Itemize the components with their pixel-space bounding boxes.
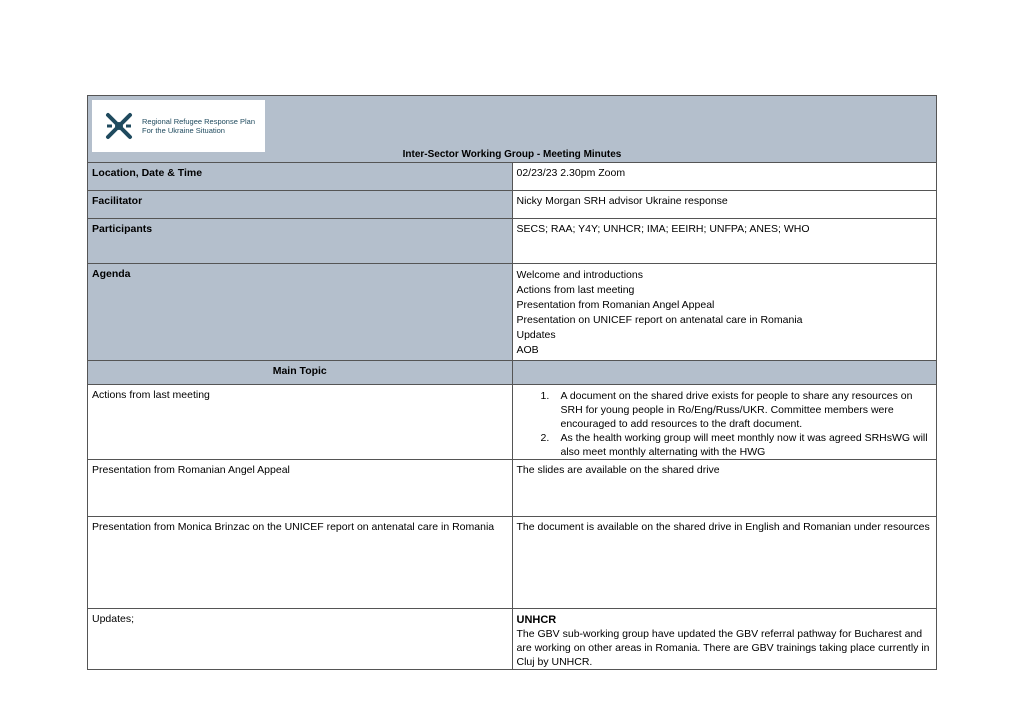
location-value: 02/23/23 2.30pm Zoom [512, 163, 937, 191]
main-topic-blank [512, 361, 937, 385]
facilitator-value: Nicky Morgan SRH advisor Ukraine response [512, 191, 937, 219]
unicef-label: Presentation from Monica Brinzac on the UNICEF report on antenatal care in Romania [88, 517, 513, 609]
agenda-item: Updates [516, 329, 556, 341]
minutes-table [87, 95, 937, 670]
actions-label: Actions from last meeting [88, 385, 513, 460]
action-item: 1. A document on the shared drive exists for people to share any resources on SRH for young people in Ro/Eng/Russ/UKR. Committee members were encouraged to add resources to the draft document. [540, 390, 913, 430]
agenda-item: Actions from last meeting [516, 284, 635, 296]
agenda-label: Agenda [88, 264, 513, 361]
location-label: Location, Date & Time [88, 163, 513, 191]
raa-value: The slides are available on the shared drive [512, 460, 937, 517]
action-item: 2. As the health working group will meet monthly now it was agreed SRHsWG will also meet monthly alternating with the HWG [540, 432, 928, 458]
actions-list [512, 385, 937, 460]
updates-content [512, 609, 937, 670]
rrp-logo-icon [104, 111, 134, 141]
updates-label: Updates; [88, 609, 513, 670]
participants-label: Participants [88, 219, 513, 264]
header-cell [88, 96, 937, 163]
agenda-item: Welcome and introductions [516, 269, 643, 281]
unicef-value: The document is available on the shared drive in English and Romanian under resources [512, 517, 937, 609]
agenda-list [512, 264, 937, 361]
document-title: Inter-Sector Working Group - Meeting Minutes [402, 149, 622, 160]
agenda-item: Presentation from Romanian Angel Appeal [516, 299, 715, 311]
logo-line-1: Regional Refugee Response Plan [142, 117, 255, 126]
participants-value: SECS; RAA; Y4Y; UNHCR; IMA; EEIRH; UNFPA; ANES; WHO [512, 219, 937, 264]
updates-text: The GBV sub-working group have updated the GBV referral pathway for Bucharest and are working on other areas in Romania. There are GBV trainings taking place currently in Cluj by UNHCR. [516, 628, 930, 668]
updates-heading: UNHCR [516, 614, 557, 626]
main-topic-label: Main Topic [88, 361, 513, 385]
agenda-item: AOB [516, 344, 539, 356]
raa-label: Presentation from Romanian Angel Appeal [88, 460, 513, 517]
facilitator-label: Facilitator [88, 191, 513, 219]
agenda-item: Presentation on UNICEF report on antenatal care in Romania [516, 314, 803, 326]
rrp-logo [92, 100, 265, 152]
logo-line-2: For the Ukraine Situation [142, 126, 225, 135]
logo-text [142, 117, 255, 135]
